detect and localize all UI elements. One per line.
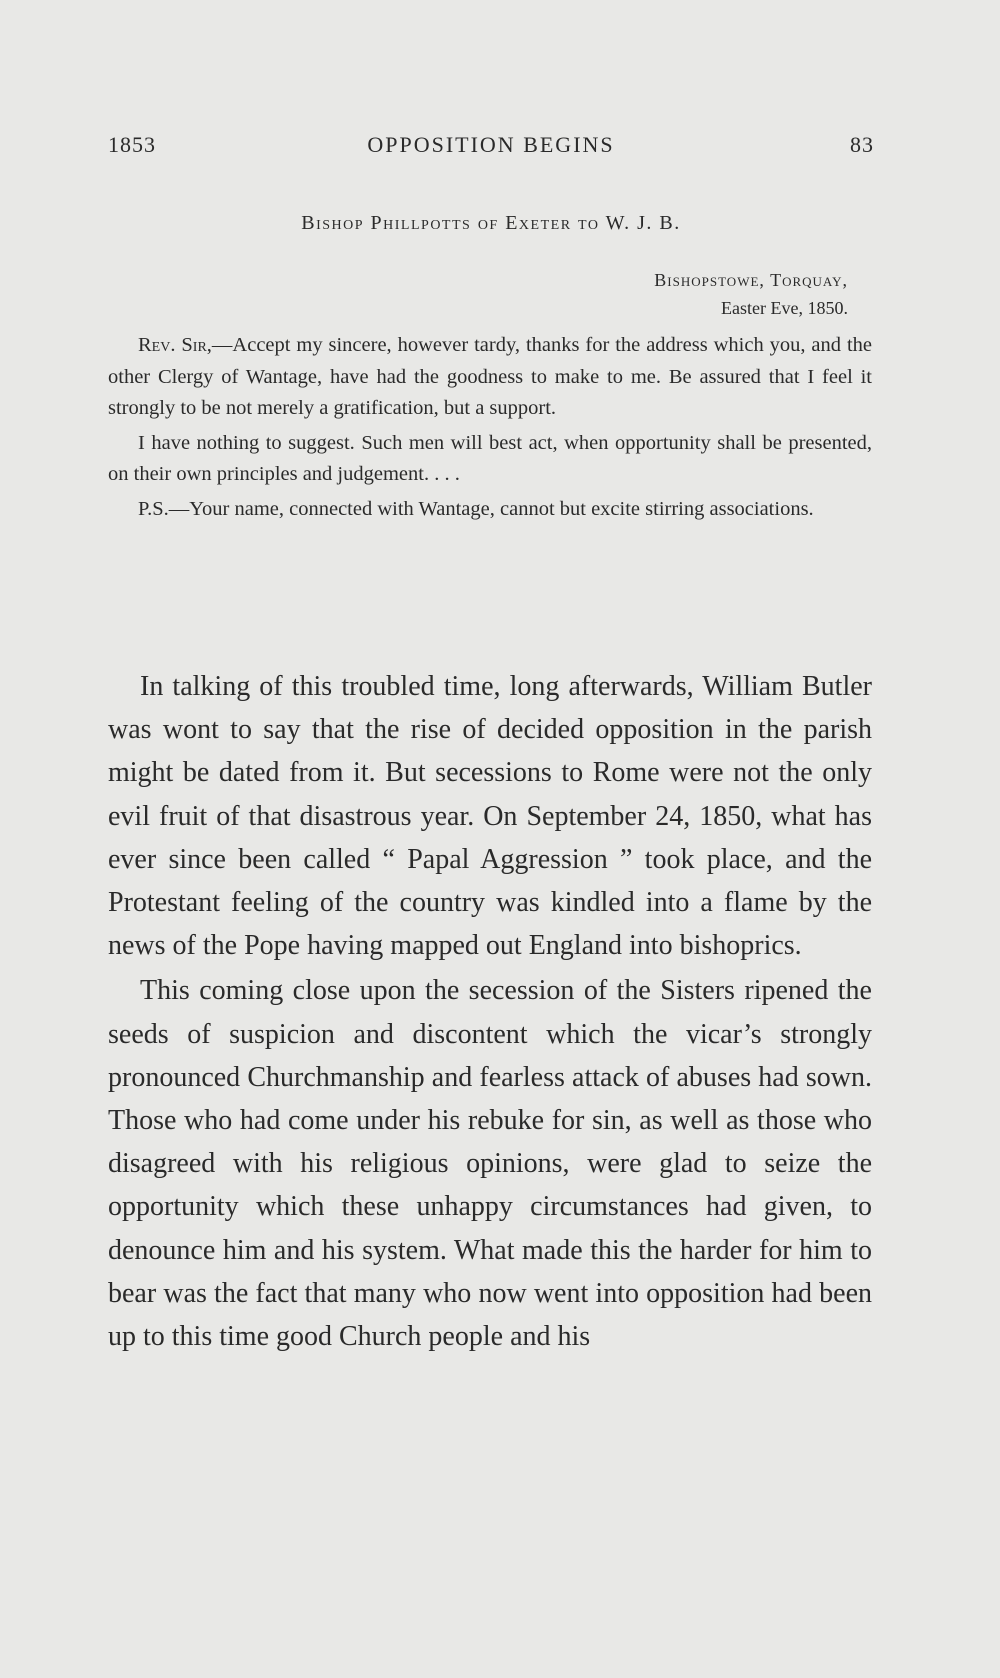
- letter-address-place: Bishopstowe, Torquay,: [654, 270, 848, 290]
- letter-heading: Bishop Phillpotts of Exeter to W. J. B.: [301, 212, 681, 234]
- body-paragraph: This coming close upon the secession of the Sisters ripened the seeds of suspicion and discontent which the vicar’s strongly pronounced Churchmanship and fearless attack of abuses had sown. Those who had come under his rebuke for sin, as well as those who disagreed with his religious opinions, were glad to seize the opportunity which these unhappy circumstances had given, to denounce him and his system. What made this the harder for him to bear was the fact that many who now went into opposition had been up to this time good Church people and his: [108, 975, 872, 1353]
- body-paragraph: In talking of this troubled time, long afterwards, William Butler was wont to say that the rise of decided opposition in the parish might be dated from it. But secessions to Rome were not the only evil fruit of that disastrous year. On September 24, 1850, what has ever since been called “ Papal Aggression ” took place, and the Protestant feeling of the country was kindled into a flame by the news of the Pope having mapped out England into bishoprics.: [108, 671, 872, 962]
- letter-paragraph-text: —Accept my sincere, however tardy, thanks for the address which you, and the other Clergy of Wantage, have had the goodness to make to me. Be assured that I feel it strongly to be not merely a gratification, but a support.: [108, 334, 872, 419]
- page-number: 83: [850, 132, 874, 157]
- header-year: 1853: [108, 132, 156, 157]
- letter-paragraph: I have nothing to suggest. Such men will best act, when opportunity shall be presented, on their own principles and judgement. . . .: [108, 431, 872, 485]
- main-body: [108, 665, 872, 1358]
- letter-salutation: Rev. Sir,: [138, 334, 212, 356]
- letter-address: [108, 266, 848, 322]
- letter-body: [108, 330, 872, 528]
- letter-address-date: Easter Eve, 1850.: [721, 298, 848, 318]
- letter-postscript: P.S.—Your name, connected with Wantage, cannot but excite stirring associations.: [138, 497, 814, 520]
- header-title: OPPOSITION BEGINS: [367, 132, 615, 157]
- letter-paragraph: [108, 330, 872, 425]
- running-header: [108, 132, 874, 162]
